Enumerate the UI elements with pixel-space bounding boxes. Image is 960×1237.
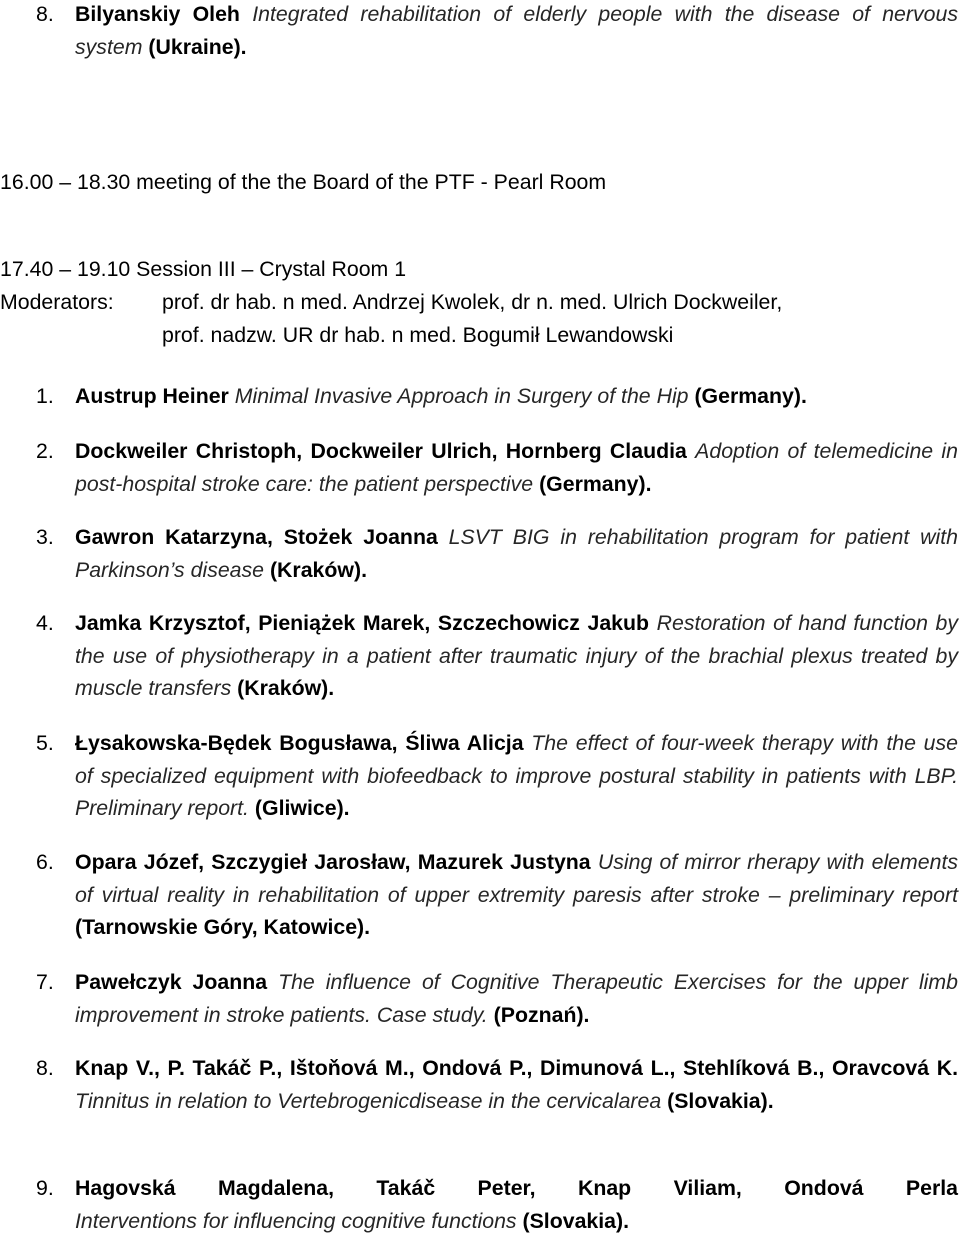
item-title: Tinnitus in relation to Vertebrogenicdisease in the cervicalarea	[75, 1088, 662, 1113]
abstract-item	[0, 1172, 958, 1237]
item-authors: Austrup Heiner	[75, 384, 229, 408]
abstract-item	[0, 521, 958, 586]
abstract-item	[0, 1052, 958, 1117]
item-number: 4.	[36, 611, 54, 635]
item-number: 5.	[36, 731, 54, 755]
item-origin: (Germany).	[539, 471, 652, 496]
abstract-item	[0, 380, 958, 413]
item-authors: Opara Józef, Szczygieł Jarosław, Mazurek Justyna	[75, 850, 591, 874]
item-origin: (Germany).	[694, 384, 807, 408]
item-origin: (Tarnowskie Góry, Katowice).	[75, 915, 371, 939]
item-title: Integrated rehabilitation of elderly people with the disease of nervous system	[75, 2, 958, 59]
item-title: Interventions for influencing cognitive functions	[75, 1208, 517, 1233]
item-origin: (Ukraine).	[148, 34, 247, 59]
item-title: Using of mirror rherapy with elements of virtual reality in rehabilitation of upper extremity paresis after stroke – preliminary report	[75, 850, 959, 907]
moderators-line-2: prof. nadzw. UR dr hab. n med. Bogumił Lewandowski	[162, 322, 674, 347]
item-text	[75, 0, 958, 63]
item-title: LSVT BIG in rehabilitation program for patient with Parkinson’s disease	[75, 525, 958, 582]
moderators	[0, 286, 958, 356]
moderators-names	[162, 286, 958, 351]
moderators-line-1: prof. dr hab. n med. Andrzej Kwolek, dr n. med. Ulrich Dockweiler,	[162, 290, 783, 314]
abstract-item	[0, 727, 958, 825]
item-title: Adoption of telemedicine in post-hospital stroke care: the patient perspective	[75, 439, 958, 496]
item-origin: (Kraków).	[237, 676, 335, 700]
item-number: 7.	[36, 970, 54, 994]
item-origin: (Gliwice).	[254, 796, 350, 820]
abstract-item	[0, 435, 958, 500]
item-title: The effect of four-week therapy with the use of specialized equipment with biofeedback to improve postural stability in patients with LBP. Preliminary report.	[75, 731, 959, 820]
session-header: 17.40 – 19.10 Session III – Crystal Room 1	[0, 257, 407, 281]
item-number: 9.	[36, 1176, 54, 1200]
item-authors: Łysakowska-Będek Bogusława, Śliwa Alicja	[75, 731, 524, 755]
item-text	[75, 1172, 958, 1237]
item-text	[75, 727, 958, 825]
item-number: 3.	[36, 525, 54, 549]
item-number: 6.	[36, 850, 54, 874]
item-text	[75, 435, 958, 500]
item-title: Minimal Invasive Approach in Surgery of the Hip	[234, 384, 689, 408]
abstract-item	[0, 607, 958, 705]
item-origin: (Slovakia).	[522, 1208, 630, 1233]
item-text	[75, 846, 958, 944]
item-text	[75, 607, 958, 705]
abstract-item	[0, 0, 958, 63]
item-origin: (Kraków).	[269, 557, 367, 582]
abstract-item	[0, 846, 958, 944]
item-number: 1.	[36, 384, 54, 408]
item-origin: (Poznań).	[493, 1002, 590, 1027]
moderators-label: Moderators:	[0, 290, 114, 314]
item-text	[75, 1052, 958, 1117]
item-authors: Pawełczyk Joanna	[75, 970, 268, 994]
item-authors: Dockweiler Christoph, Dockweiler Ulrich, Hornberg Claudia	[75, 439, 687, 463]
item-number: 8.	[36, 1056, 54, 1080]
item-text	[75, 521, 958, 586]
item-title: Restoration of hand function by the use of physiotherapy in a patient after traumatic injury of the brachial plexus treated by muscle transfers	[75, 611, 958, 700]
item-authors: Hagovská Magdalena, Takáč Peter, Knap Viliam, Ondová Perla	[75, 1176, 958, 1200]
item-number: 2.	[36, 439, 54, 463]
item-text	[75, 966, 958, 1031]
item-number: 8.	[36, 2, 54, 26]
item-title: The influence of Cognitive Therapeutic Exercises for the upper limb improvement in stroke patients. Case study.	[75, 970, 958, 1027]
abstract-item	[0, 966, 958, 1031]
item-origin: (Slovakia).	[667, 1088, 774, 1113]
item-authors: Bilyanskiy Oleh	[75, 2, 240, 26]
item-authors: Knap V., P. Takáč P., Ištoňová M., Ondová P., Dimunová L., Stehlíková B., Oravcová K.	[75, 1056, 958, 1080]
item-authors: Gawron Katarzyna, Stożek Joanna	[75, 525, 438, 549]
board-meeting-line: 16.00 – 18.30 meeting of the the Board of the PTF - Pearl Room	[0, 170, 607, 194]
item-text	[75, 380, 958, 413]
item-authors: Jamka Krzysztof, Pieniążek Marek, Szczechowicz Jakub	[75, 611, 650, 635]
